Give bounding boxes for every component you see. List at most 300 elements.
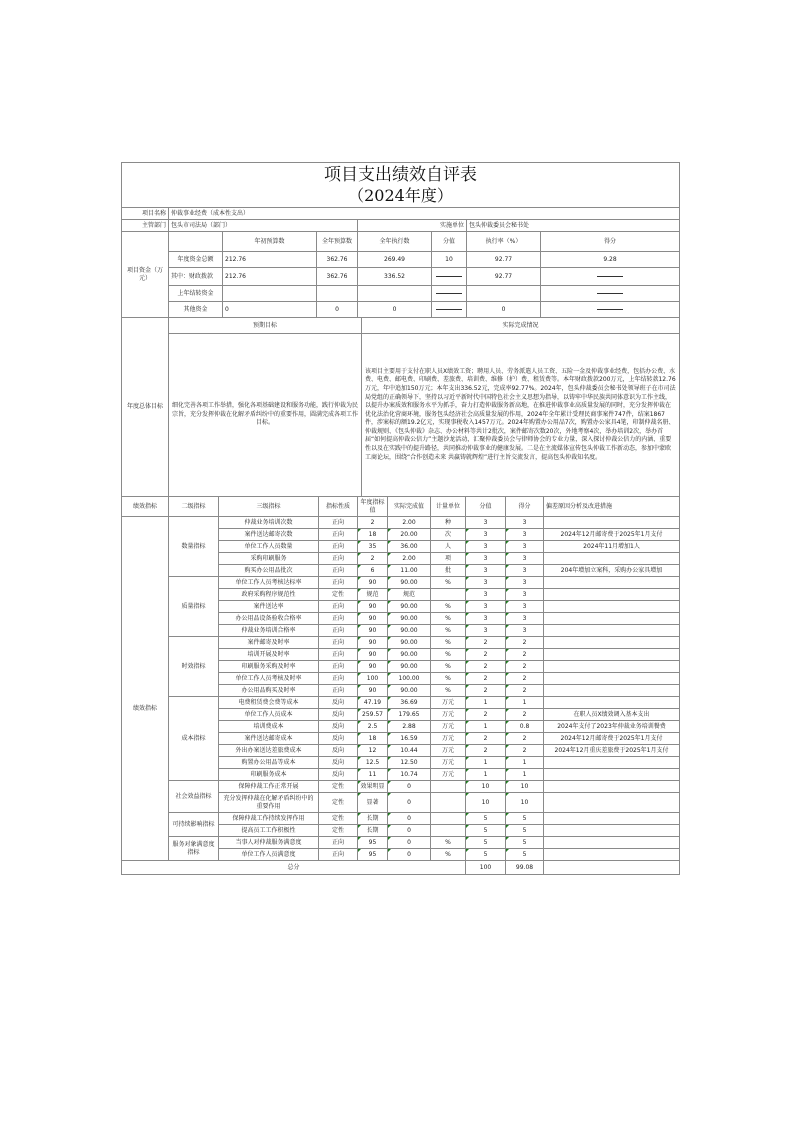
funding-weight [432, 302, 467, 318]
unit: % [431, 685, 466, 697]
weight: 1 [466, 769, 506, 781]
dept-label: 主管部门 [122, 220, 169, 232]
score: 0.8 [506, 721, 544, 733]
funding-initial: 212.76 [223, 268, 317, 286]
score: 2 [506, 661, 544, 673]
unit: 人 [431, 541, 466, 553]
table-row [122, 837, 680, 849]
score: 3 [506, 529, 544, 541]
funding-header-annual: 全年预算数 [317, 232, 358, 252]
actual-value: 36.69 [388, 697, 431, 709]
level3-indicator: 案件送达邮寄次数 [219, 529, 319, 541]
indicator-nature: 反向 [319, 733, 358, 745]
deviation-note [544, 849, 680, 861]
annual-target: 18 [358, 733, 388, 745]
weight: 3 [466, 601, 506, 613]
score: 2 [506, 709, 544, 721]
funding-weight [432, 268, 467, 286]
level3-indicator: 保障仲裁工作持续发挥作用 [219, 813, 319, 825]
funding-weight: 10 [432, 252, 467, 268]
funding-executed: 336.52 [358, 268, 432, 286]
indicator-nature: 正向 [319, 625, 358, 637]
table-row [122, 697, 680, 709]
deviation-note: 2024年支付了2023年仲裁业务培训餐费 [544, 721, 680, 733]
actual-value: 11.00 [388, 565, 431, 577]
level3-indicator: 采购印刷服务 [219, 553, 319, 565]
funding-initial: 0 [223, 302, 317, 318]
expected-goal-header: 预期目标 [169, 318, 362, 334]
col-header-score: 得分 [506, 497, 544, 517]
score: 5 [506, 837, 544, 849]
dash-placeholder [597, 309, 623, 310]
weight: 2 [466, 709, 506, 721]
score: 10 [506, 793, 544, 813]
level3-indicator: 保障仲裁工作正常开展 [219, 781, 319, 793]
level3-indicator: 印刷服务采购及时率 [219, 661, 319, 673]
unit: % [431, 673, 466, 685]
indicator-nature: 正向 [319, 517, 358, 529]
unit: 万元 [431, 733, 466, 745]
deviation-note [544, 637, 680, 649]
annual-target: 47.19 [358, 697, 388, 709]
funding-initial [223, 286, 317, 302]
performance-body [122, 517, 680, 861]
deviation-note [544, 757, 680, 769]
indicator-nature: 正向 [319, 637, 358, 649]
evaluation-sheet [121, 162, 679, 875]
annual-target: 35 [358, 541, 388, 553]
indicator-nature: 定性 [319, 813, 358, 825]
weight: 1 [466, 697, 506, 709]
unit: % [431, 637, 466, 649]
annual-target: 90 [358, 637, 388, 649]
weight: 2 [466, 649, 506, 661]
actual-value: 36.00 [388, 541, 431, 553]
deviation-note: 在职人员X绩效调入基本支出 [544, 709, 680, 721]
level3-indicator: 当事人对仲裁服务满意度 [219, 837, 319, 849]
funding-score [541, 286, 680, 302]
annual-target: 长期 [358, 813, 388, 825]
level3-indicator: 案件邮寄及时率 [219, 637, 319, 649]
unit: 种 [431, 517, 466, 529]
weight: 5 [466, 825, 506, 837]
deviation-note [544, 625, 680, 637]
table-row [122, 517, 680, 529]
level3-indicator: 案件送达率 [219, 601, 319, 613]
funding-row [122, 286, 680, 302]
actual-value: 0 [388, 825, 431, 837]
total-note [544, 861, 680, 875]
actual-value: 90.00 [388, 601, 431, 613]
funding-row-label: 年度资金总额 [169, 252, 223, 268]
deviation-note [544, 589, 680, 601]
score: 3 [506, 601, 544, 613]
indicator-nature: 反向 [319, 709, 358, 721]
funding-header-executed: 全年执行数 [358, 232, 432, 252]
impl-value: 包头仲裁委员会秘书处 [467, 220, 680, 232]
indicator-nature: 反向 [319, 745, 358, 757]
score: 10 [506, 781, 544, 793]
page-title: 项目支出绩效自评表 [324, 165, 477, 185]
unit: 万元 [431, 709, 466, 721]
page-subtitle: （2024年度） [348, 186, 453, 205]
actual-value: 10.44 [388, 745, 431, 757]
title-cell [122, 163, 680, 208]
actual-completion-header: 实际完成情况 [362, 318, 680, 334]
unit: % [431, 661, 466, 673]
funding-rate: 92.77 [467, 268, 541, 286]
actual-value: 2.00 [388, 517, 431, 529]
unit: 万元 [431, 721, 466, 733]
annual-target: 长期 [358, 825, 388, 837]
table-row [122, 577, 680, 589]
funding-section-label: 项目资金（万元） [122, 232, 169, 318]
indicator-nature: 正向 [319, 565, 358, 577]
deviation-note [544, 577, 680, 589]
deviation-note [544, 553, 680, 565]
funding-header-initial: 年初预算数 [223, 232, 317, 252]
weight: 1 [466, 757, 506, 769]
annual-target: 2 [358, 517, 388, 529]
unit: % [431, 601, 466, 613]
deviation-note: 2024年12月邮寄费于2025年1月支付 [544, 733, 680, 745]
funding-initial: 212.76 [223, 252, 317, 268]
actual-value: 0 [388, 781, 431, 793]
deviation-note [544, 613, 680, 625]
level3-indicator: 单位工作人员考核及时率 [219, 673, 319, 685]
funding-row [122, 252, 680, 268]
score: 3 [506, 577, 544, 589]
unit [431, 781, 466, 793]
unit [431, 813, 466, 825]
unit: 项 [431, 553, 466, 565]
table-row [122, 637, 680, 649]
weight: 1 [466, 721, 506, 733]
indicator-nature: 正向 [319, 553, 358, 565]
level3-indicator: 案件送达邮寄成本 [219, 733, 319, 745]
indicator-nature: 定性 [319, 781, 358, 793]
funding-annual: 0 [317, 302, 358, 318]
indicator-nature: 反向 [319, 697, 358, 709]
actual-value: 0 [388, 849, 431, 861]
deviation-note [544, 517, 680, 529]
impl-label: 实施单位 [358, 220, 467, 232]
col-header-level3: 三级指标 [219, 497, 319, 517]
indicator-nature: 正向 [319, 673, 358, 685]
funding-rate [467, 286, 541, 302]
expected-goal-text: 细化完善各项工作举措，强化各项基础建设和服务功能，践行仲裁为民宗旨，充分发挥仲裁在化解矛盾纠纷中的重要作用，圆满完成各项工作目标。 [169, 334, 362, 497]
actual-value: 90.00 [388, 685, 431, 697]
total-label: 总分 [122, 861, 466, 875]
col-header-weight: 分值 [466, 497, 506, 517]
actual-value: 90.00 [388, 613, 431, 625]
indicator-nature: 定性 [319, 793, 358, 813]
weight: 2 [466, 637, 506, 649]
total-score: 99.08 [506, 861, 544, 875]
unit: 批 [431, 565, 466, 577]
score: 5 [506, 813, 544, 825]
weight: 3 [466, 553, 506, 565]
level3-indicator: 办公用品设备验收合格率 [219, 613, 319, 625]
annual-target: 100 [358, 673, 388, 685]
funding-rate: 92.77 [467, 252, 541, 268]
actual-value: 2.88 [388, 721, 431, 733]
level2-indicator: 社会效益指标 [169, 781, 219, 813]
funding-row [122, 268, 680, 286]
actual-value: 90.00 [388, 649, 431, 661]
deviation-note [544, 685, 680, 697]
funding-header-rate: 执行率（%） [467, 232, 541, 252]
indicator-nature: 正向 [319, 577, 358, 589]
unit [431, 825, 466, 837]
indicator-nature: 定性 [319, 589, 358, 601]
goals-table [121, 317, 680, 497]
indicator-nature: 正向 [319, 529, 358, 541]
score: 3 [506, 553, 544, 565]
deviation-note [544, 601, 680, 613]
unit: % [431, 577, 466, 589]
unit: 万元 [431, 757, 466, 769]
level2-indicator: 质量指标 [169, 577, 219, 637]
indicator-nature: 正向 [319, 613, 358, 625]
dash-placeholder [436, 293, 462, 294]
score: 2 [506, 673, 544, 685]
dash-placeholder [436, 276, 462, 277]
annual-target: 2 [358, 553, 388, 565]
deviation-note [544, 813, 680, 825]
level2-indicator: 数量指标 [169, 517, 219, 577]
level3-indicator: 电费租赁费会费等成本 [219, 697, 319, 709]
dash-placeholder [597, 276, 623, 277]
table-row [122, 781, 680, 793]
annual-target: 12 [358, 745, 388, 757]
indicator-nature: 反向 [319, 757, 358, 769]
score: 3 [506, 517, 544, 529]
dash-placeholder [436, 309, 462, 310]
project-name-label: 项目名称 [122, 208, 169, 220]
level2-indicator: 可持续影响指标 [169, 813, 219, 837]
level3-indicator: 仲裁业务培训次数 [219, 517, 319, 529]
total-row [122, 861, 680, 875]
indicator-nature: 正向 [319, 837, 358, 849]
level3-indicator: 仲裁业务培训合格率 [219, 625, 319, 637]
score: 2 [506, 733, 544, 745]
performance-header-row [122, 497, 680, 517]
level3-indicator: 提高员工工作积极性 [219, 825, 319, 837]
col-header-level2: 二级指标 [169, 497, 219, 517]
weight: 3 [466, 517, 506, 529]
funding-header-score: 得分 [541, 232, 680, 252]
col-header-nature: 指标性质 [319, 497, 358, 517]
project-name-value: 仲裁事业经费（成本性支出） [169, 208, 680, 220]
annual-target: 2.5 [358, 721, 388, 733]
deviation-note: 2024年12月邮寄费于2025年1月支付 [544, 529, 680, 541]
funding-header-blank [169, 232, 223, 252]
actual-value: 12.50 [388, 757, 431, 769]
score: 1 [506, 757, 544, 769]
deviation-note [544, 661, 680, 673]
header-table [121, 162, 680, 318]
level3-indicator: 单位工作人员数量 [219, 541, 319, 553]
level2-indicator: 成本指标 [169, 697, 219, 781]
actual-value: 0 [388, 837, 431, 849]
funding-row [122, 302, 680, 318]
weight: 3 [466, 613, 506, 625]
unit: % [431, 649, 466, 661]
funding-row-label: 其中：财政拨款 [169, 268, 223, 286]
level3-indicator: 政府采购程序规范性 [219, 589, 319, 601]
annual-target: 效果明显 [358, 781, 388, 793]
funding-row-label: 其他资金 [169, 302, 223, 318]
unit: % [431, 625, 466, 637]
funding-score [541, 302, 680, 318]
score: 3 [506, 541, 544, 553]
weight: 3 [466, 541, 506, 553]
deviation-note [544, 781, 680, 793]
weight: 5 [466, 813, 506, 825]
score: 2 [506, 685, 544, 697]
level3-indicator: 印刷服务成本 [219, 769, 319, 781]
unit: % [431, 837, 466, 849]
annual-target: 11 [358, 769, 388, 781]
funding-executed [358, 286, 432, 302]
actual-value: 20.00 [388, 529, 431, 541]
weight: 10 [466, 793, 506, 813]
weight: 10 [466, 781, 506, 793]
deviation-note [544, 697, 680, 709]
funding-executed: 269.49 [358, 252, 432, 268]
level2-indicator: 服务对象满意度指标 [169, 837, 219, 861]
indicator-nature: 正向 [319, 849, 358, 861]
deviation-note [544, 793, 680, 813]
funding-rate: 0 [467, 302, 541, 318]
annual-target: 90 [358, 601, 388, 613]
deviation-note [544, 673, 680, 685]
deviation-note [544, 837, 680, 849]
level3-indicator: 培训开展及时率 [219, 649, 319, 661]
actual-value: 90.00 [388, 625, 431, 637]
funding-score [541, 268, 680, 286]
actual-value: 90.00 [388, 637, 431, 649]
annual-target: 90 [358, 649, 388, 661]
level3-indicator: 单位工作人员考核达标率 [219, 577, 319, 589]
dash-placeholder [597, 293, 623, 294]
annual-target: 90 [358, 661, 388, 673]
deviation-note: 2024年11月增加1人 [544, 541, 680, 553]
score: 2 [506, 745, 544, 757]
annual-target: 显著 [358, 793, 388, 813]
annual-target: 90 [358, 577, 388, 589]
funding-annual: 362.76 [317, 252, 358, 268]
goals-section-label: 年度总体目标 [122, 318, 169, 497]
weight: 2 [466, 733, 506, 745]
weight: 3 [466, 625, 506, 637]
actual-value: 179.65 [388, 709, 431, 721]
actual-value: 2.00 [388, 553, 431, 565]
score: 3 [506, 625, 544, 637]
table-row [122, 813, 680, 825]
level3-indicator: 购买办公用品批次 [219, 565, 319, 577]
funding-annual [317, 286, 358, 302]
score: 3 [506, 589, 544, 601]
actual-value: 90.00 [388, 577, 431, 589]
annual-target: 95 [358, 837, 388, 849]
unit [431, 793, 466, 813]
level3-indicator: 单位工作人员满意度 [219, 849, 319, 861]
annual-target: 90 [358, 613, 388, 625]
col-header-unit: 计量单位 [431, 497, 466, 517]
deviation-note: 2024年12月重庆差旅费于2025年1月支付 [544, 745, 680, 757]
score: 1 [506, 769, 544, 781]
indicator-nature: 正向 [319, 649, 358, 661]
level3-indicator: 培训费成本 [219, 721, 319, 733]
indicator-nature: 反向 [319, 769, 358, 781]
performance-table [121, 496, 680, 875]
level3-indicator: 外出办案送达差旅费成本 [219, 745, 319, 757]
indicator-nature: 正向 [319, 685, 358, 697]
annual-target: 95 [358, 849, 388, 861]
deviation-note: 204年增加立案科，采购办公家具增加 [544, 565, 680, 577]
weight: 5 [466, 837, 506, 849]
funding-header-weight: 分值 [432, 232, 467, 252]
actual-value: 10.74 [388, 769, 431, 781]
unit: 万元 [431, 745, 466, 757]
level3-indicator: 充分发挥仲裁在化解矛盾纠纷中的重要作用 [219, 793, 319, 813]
funding-annual: 362.76 [317, 268, 358, 286]
actual-value: 16.59 [388, 733, 431, 745]
deviation-note [544, 649, 680, 661]
weight: 2 [466, 685, 506, 697]
actual-value: 0 [388, 813, 431, 825]
annual-target: 90 [358, 685, 388, 697]
indicator-nature: 正向 [319, 541, 358, 553]
annual-target: 18 [358, 529, 388, 541]
deviation-note [544, 769, 680, 781]
unit [431, 589, 466, 601]
indicator-nature: 正向 [319, 601, 358, 613]
annual-target: 90 [358, 625, 388, 637]
weight: 3 [466, 529, 506, 541]
col-header-target: 年度指标值 [358, 497, 388, 517]
level3-indicator: 购置办公用品等成本 [219, 757, 319, 769]
col-header-deviation: 偏差原因分析及改进措施 [544, 497, 680, 517]
actual-value: 规范 [388, 589, 431, 601]
score: 5 [506, 849, 544, 861]
score: 2 [506, 649, 544, 661]
funding-score: 9.28 [541, 252, 680, 268]
deviation-note [544, 825, 680, 837]
unit: 次 [431, 529, 466, 541]
weight: 2 [466, 673, 506, 685]
score: 1 [506, 697, 544, 709]
col-header-level1: 绩效指标 [122, 497, 169, 517]
actual-completion-text: 该项目主要用于支付在职人员X绩效工资；聘用人员、劳务派遣人员工资、五险一金及仲裁事业经费，包括办公费、水费、电费、邮电费、印刷费、差旅费、培训费、维修（护）费、租赁费等。本年财政拨款200万元，上年结转款12.76万元，年中追加150万元；本年支出336.52元，完成率92.77%。2024年，包头仲裁委员会秘书处领导班子在市司法局党组的正确领导下，坚持以习近平新时代中国特色社会主义思想为指导，以铸牢中华民族共同体意识为工作主线，以提升办案质效和服务水平为抓手，奋力打造仲裁服务新高地，在推进仲裁事业高质量发展的同时，充分发挥仲裁在优化法治化营商环境，服务包头经济社会高质量发展的作用，2024年全年累计受理民商事案件747件，结案1867件，涉案标的额19.2亿元，实现事税收入1457万元。2024年购置办公用品7次，购置办公家具4笔，印制仲裁名册、仲裁规则、《包头仲裁》杂志、办公材料等共计2批次，案件邮寄次数20次，外地考察4次，举办培训2次，举办首届“如何提高仲裁公信力”主题沙龙活动，汇聚仲裁委员会与律师协会的专业力量，深入探讨仲裁公信力的内涵、重要性以及在实践中的提升路径，共同推动仲裁事业的健康发展。二是在主流媒体宣传包头仲裁工作新动态，参加中蒙欧工商论坛，围绕“合作创造未来 共赢铸就辉煌”进行主旨交流发言，提高包头仲裁知名度。 [362, 334, 680, 497]
unit: 万元 [431, 697, 466, 709]
annual-target: 规范 [358, 589, 388, 601]
score: 2 [506, 637, 544, 649]
weight: 3 [466, 589, 506, 601]
unit: 万元 [431, 769, 466, 781]
actual-value: 100.00 [388, 673, 431, 685]
score: 3 [506, 565, 544, 577]
weight: 2 [466, 745, 506, 757]
annual-target: 12.5 [358, 757, 388, 769]
funding-row-label: 上年结转资金 [169, 286, 223, 302]
indicator-nature: 正向 [319, 661, 358, 673]
indicator-nature: 反向 [319, 721, 358, 733]
total-weight: 100 [466, 861, 506, 875]
indicator-nature: 定性 [319, 825, 358, 837]
